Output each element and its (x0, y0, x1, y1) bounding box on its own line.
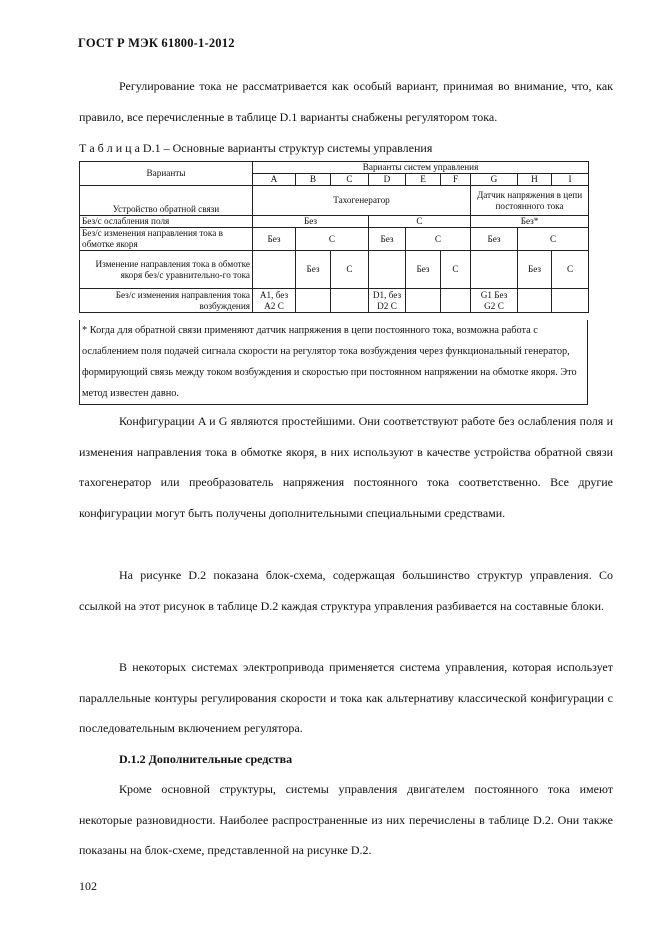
row-label-armature-direction: Без/с изменения направления тока в обмотке якоря (80, 228, 253, 251)
table-cell (369, 251, 406, 289)
table-cell: Без (406, 251, 441, 289)
cell-voltage-sensor: Датчик напряжения в цепи постоянного тока (471, 186, 589, 216)
column-label: A (253, 174, 296, 186)
table-cell: С (406, 228, 471, 251)
column-label: E (406, 174, 441, 186)
column-label: B (296, 174, 331, 186)
cell-a2: A2 С (264, 300, 284, 311)
table-cell (518, 289, 552, 313)
table-cell (441, 289, 471, 313)
cell-a1: A1, без (259, 289, 289, 300)
table-cell: Без* (471, 216, 589, 228)
table-cell (331, 289, 369, 313)
cell-tachogenerator: Тахогенератор (253, 186, 471, 216)
column-label: G (471, 174, 518, 186)
section-heading: D.1.2 Дополнительные средства (119, 752, 293, 766)
cell-g2: G2 С (484, 300, 504, 311)
table-cell: Без (296, 251, 331, 289)
row-label-excitation-direction: Без/с изменения направления тока возбуждения (80, 289, 253, 313)
table-cell: Без (253, 216, 369, 228)
column-label: D (369, 174, 406, 186)
row-label-armature-equalizing: Изменение направления тока в обмотке якоря без/с уравнительно-го тока (80, 251, 253, 289)
header-control-systems: Варианты систем управления (253, 162, 589, 174)
table-cell: С (441, 251, 471, 289)
paragraph-figure-reference: На рисунке D.2 показана блок-схема, содержащая большинство структур управления. Со ссылкой на этот рисунок в таблице D.2 каждая структура управления разбивается на составные блоки. (79, 568, 613, 613)
table-cell (369, 289, 406, 313)
column-label: C (331, 174, 369, 186)
column-label: H (518, 174, 552, 186)
table-cell: Без (253, 228, 296, 251)
table-cell: Без (518, 251, 552, 289)
paragraph-current-regulation: Регулирование тока не рассматривается как особый вариант, принимая во внимание, что, как правило, все перечисленные в таблице D.1 варианты снабжены регулятором тока. (79, 79, 613, 124)
page-number: 102 (79, 879, 97, 893)
table-cell (253, 289, 296, 313)
table-cell: Без (471, 228, 518, 251)
table-cell: С (331, 251, 369, 289)
table-caption: Т а б л и ц а D.1 – Основные варианты структур системы управления (79, 141, 433, 155)
table-cell: С (518, 228, 589, 251)
table-cell: С (369, 216, 471, 228)
row-label-feedback: Устройство обратной связи (80, 186, 253, 216)
table-cell: С (296, 228, 369, 251)
table-cell (296, 289, 331, 313)
paragraph-configurations: Конфигурации A и G являются простейшими. Они соответствуют работе без ослабления поля и изменения направления тока в обмотке якоря, в них используют в качестве устройства обратной связи тахогенератор или преобразователь напряжения постоянного тока соответственно. Все другие конфигурации могут быть получены дополнительными специальными средствами. (79, 414, 613, 521)
document-header: ГОСТ Р МЭК 61800-1-2012 (78, 36, 235, 50)
paragraph-parallel-loops: В некоторых системах электропривода применяется система управления, которая использует параллельные контуры регулирования скорости и тока как альтернативу классической конфигурации с последовательным включением регулятора. (79, 660, 613, 736)
table-cell: Без (369, 228, 406, 251)
table-cell (471, 251, 518, 289)
table-cell (253, 251, 296, 289)
table-cell: С (552, 251, 589, 289)
control-structures-table (79, 161, 589, 313)
table-cell (552, 289, 589, 313)
cell-d1: D1, без (372, 289, 402, 300)
table-cell (406, 289, 441, 313)
header-variants: Варианты (80, 162, 253, 186)
cell-g1: G1 Без (480, 289, 508, 300)
paragraph-additional-means: Кроме основной структуры, системы управления двигателем постоянного тока имеют некоторые разновидности. Наиболее распространенные из них перечислены в таблице D.2. Они также показаны на блок-схеме, представленной на рисунке D.2. (79, 782, 613, 858)
table-cell (471, 289, 518, 313)
table-footnote: * Когда для обратной связи применяют датчик напряжения в цепи постоянного тока, возможна работа с ослаблением поля подачей сигнала скорости на регулятор тока возбуждения через функциональный генератор, формирующий связь между током возбуждения и скоростью при постоянном напряжении на обмотке якоря. Это метод известен давно. (79, 320, 588, 405)
row-label-field-weakening: Без/с ослабления поля (80, 216, 253, 228)
column-label: I (552, 174, 589, 186)
cell-d2: D2 С (377, 300, 397, 311)
column-label: F (441, 174, 471, 186)
